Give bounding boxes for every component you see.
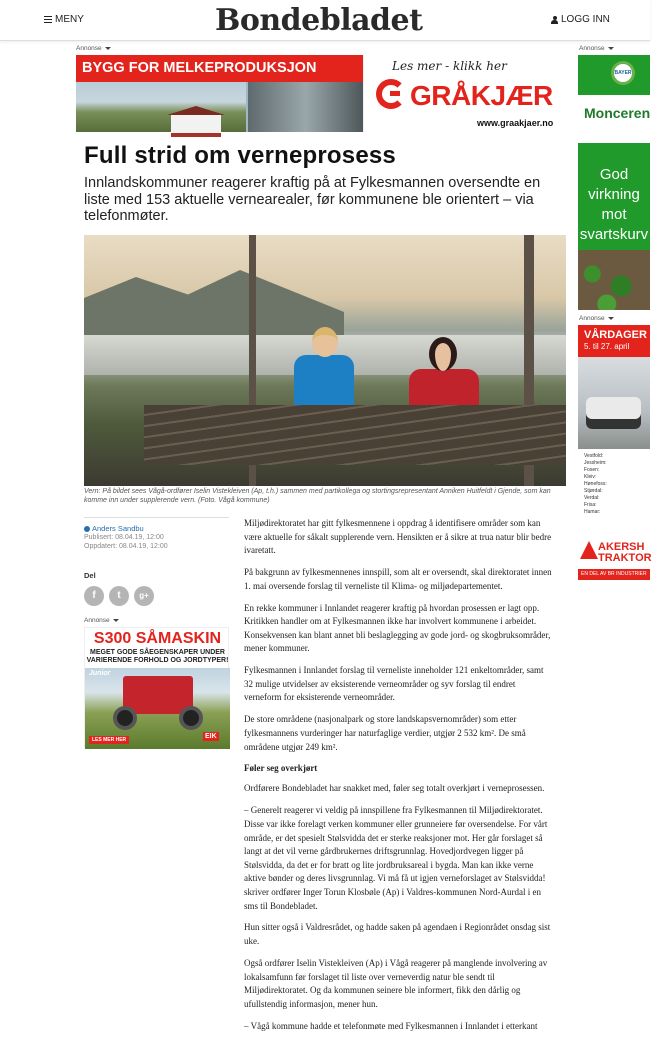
ad-brand: Monceren [584,105,651,121]
ad-brand-line1: AKERSH [598,541,645,553]
updated-date: Oppdatert: 08.04.19, 12:00 [84,543,168,550]
barn-icon [171,115,221,137]
ad-footer: EN DEL AV BR INDUSTRIER [578,569,650,580]
site-logo[interactable]: Bondebladet [215,3,423,38]
divider [84,517,229,518]
paragraph: En rekke kommuner i Innlandet reagerer kraftig på hvordan prosessen er lagt opp. Kritikken handler om at Fylkesmannen ikke har involvert kommunene i arbeidet. Konsekvensen kan blant annet bli beslaglegging av gode jord- og skogbruksområder, mener kommuner. [244,602,551,654]
bayer-logo: BAYER [611,61,635,85]
location-list [584,453,607,516]
ad-tagline: Les mer - klikk her [392,59,507,73]
subheading: Føler seg overkjørt [244,763,318,774]
menu-button[interactable] [44,14,84,25]
paragraph: Fylkesmannen i Innlandet forslag til verneliste inneholder 121 enkeltområder, samt 32 mulige utvidelser av eksisterende verneområder og syv forslag til endret verneform for eksisterende verneområder. [244,665,544,703]
location-row: Vestfold: [584,453,604,459]
caret-down-icon [105,47,111,50]
tractor-photo [578,357,650,449]
ad-cta: LES MER HER [89,736,129,744]
ad-label-text: Annonse [76,45,102,52]
ad-brand: EIK [205,733,217,740]
article-title: Full strid om verneprosess [84,142,396,169]
ad-subline: MEGET GODE SÅEGENSKAPER UNDER VARIERENDE FORHOLD OG JORDTYPER! [86,649,229,664]
ad-label-text: Annonse [84,617,110,624]
location-row: Hønefoss: [584,481,607,487]
paragraph: – Generelt reagerer vi veldig på innspillene fra Fylkesmannen til Miljødirektoratet. Disse var ikke forelagt verken kommuner eller grunneiere før oversendelse. For vårt område, er det spesielt Stølsvidda det er sterke reaksjoner mot. Her går forslaget så langt at det vil verne gårdbrukernes driftsgrunnlag. Hovedjordvegen ligger på Stølsvidda, da det er for bratt og lite jordbruksareal i bygda. Man kan ikke verne aktive bønder og deres livsgrunnlag. Vi må få ut igjen verneforslaget av Stølsvidda! skriver ordfører Inger Torun Klosbøle (Ap) i Valdres-kommunen Nord-Aurdal i en sms til Bondebladet. [244,805,548,911]
ad-label[interactable] [84,617,119,624]
ad-headline: S300 SÅMASKIN [93,630,222,647]
user-icon [551,16,558,24]
location-row: Stjørdal: [584,488,603,494]
article-lead: Innlandskommuner reagerer kraftig på at Fylkesmannen oversendte en liste med 153 aktuelle vernearealer, før kommunene ble orientert – via telefonmøter. [84,175,541,224]
side-ad-akershus-traktor[interactable] [578,325,650,580]
location-row: Jessheim: [584,460,607,466]
location-row: Verdal: [584,495,600,501]
caret-down-icon [113,619,119,622]
article-photo[interactable] [84,235,566,486]
twitter-icon[interactable]: t [109,586,129,606]
paragraph: Hun sitter også i Valdresrådet, og hadde saken på agendaen i Regionrådet onsdag sist uke. [244,922,551,947]
caret-down-icon [608,47,614,50]
site-header [0,0,650,41]
menu-label: MENY [55,14,84,25]
caret-down-icon [608,317,614,320]
ad-product: Junior [89,670,111,677]
paragraph: – Vågå kommune hadde et telefonmøte med Fylkesmannen i Innlandet i etterkant [244,1020,538,1031]
article-dates [84,533,168,551]
ad-slogan: God virkning mot svartskurv [579,166,649,243]
barn-interior-photo [248,82,363,132]
ad-header [578,325,650,357]
top-banner-ad[interactable] [76,55,573,132]
wheel-icon [113,706,137,730]
paragraph: Ordførere Bondebladet har snakket med, føler seg totalt overkjørt i verneprosessen. [244,783,545,794]
ad-headline: VÅRDAGER [584,329,647,341]
side-ad-bayer[interactable] [578,55,650,310]
location-row: Kleiv: [584,474,597,480]
location-row: Hamar: [584,509,601,515]
g-logo-icon [376,79,406,109]
location-row: Fosen: [584,467,600,473]
location-row: Frisa: [584,502,597,508]
login-button[interactable] [551,14,610,25]
wooden-fence [144,405,566,465]
triangle-logo-icon [580,541,598,559]
ad-label-text: Annonse [579,45,605,52]
login-label: LOGG INN [561,14,610,25]
googleplus-icon[interactable]: g+ [134,586,154,606]
person-head [429,337,457,371]
author-link[interactable] [84,524,144,533]
published-date: Publisert: 08.04.19, 12:00 [84,534,164,541]
person-body [294,355,354,405]
paragraph: På bakgrunn av fylkesmennenes innspill, som alt er oversendt, skal direktoratet innen 1. mai oversende forslag til verneliste til Klima- og miljødepartementet. [244,567,552,591]
person-head [312,327,338,357]
ad-right-panel [363,55,573,132]
ad-label[interactable] [579,45,614,52]
paragraph: Også ordfører Iselin Vistekleiven (Ap) i Vågå reagerer på manglende involvering av lokalsamfunn før forslaget til liste over verneverdig natur ble sendt til Miljødirektoratet. Og da kommunen seinere ble informert, fikk den dårlig og ufullstendig informasjon, mener hun. [244,957,548,1009]
ad-label-text: Annonse [579,315,605,322]
plant-photo [578,250,650,310]
photo-caption: Vern: På bildet sees Vågå-ordfører Iselin Vistekleiven (Ap, t.h.) sammen med partikollega og stortingsrepresentant Anniken Huitfeldt i Gjende, som kan komme inn under supplerende vern. (Foto. Vågå kommune) [84,488,551,504]
paragraph: De store områdene (nasjonalpark og store landskapsvernområder) som etter fylkesmannens vurderinger har naturfaglige verdier, utgjør 2 532 km². De små områdene utgjør 249 km². [244,714,526,752]
farm-photo [76,82,246,132]
ad-brand-line2: TRAKTOR [598,552,652,564]
facebook-icon[interactable]: f [84,586,104,606]
wheel-icon [179,706,203,730]
share-label: Del [84,571,96,580]
article-body [244,517,552,1041]
arrow-circle-icon [84,526,90,532]
paragraph: Miljødirektoratet har gitt fylkesmennene i oppdrag å identifisere områder som kan være aktuelle for såkalt supplerende vern. Hensikten er å sikre at trua natur blir bedre ivaretatt. [244,518,552,556]
author-name: Anders Sandbu [92,524,144,533]
ad-dates: 5. til 27. april [584,342,630,351]
ad-left-panel [76,55,363,132]
left-ad-samaskin[interactable] [84,627,229,748]
ad-label[interactable] [579,315,614,322]
ad-brand: GRÅKJÆR [410,80,553,111]
ad-headline: BYGG FOR MELKEPRODUKSJON [76,55,363,82]
hamburger-icon [44,16,52,23]
ad-label[interactable] [76,45,111,52]
ad-url: www.graakjaer.no [477,118,554,128]
